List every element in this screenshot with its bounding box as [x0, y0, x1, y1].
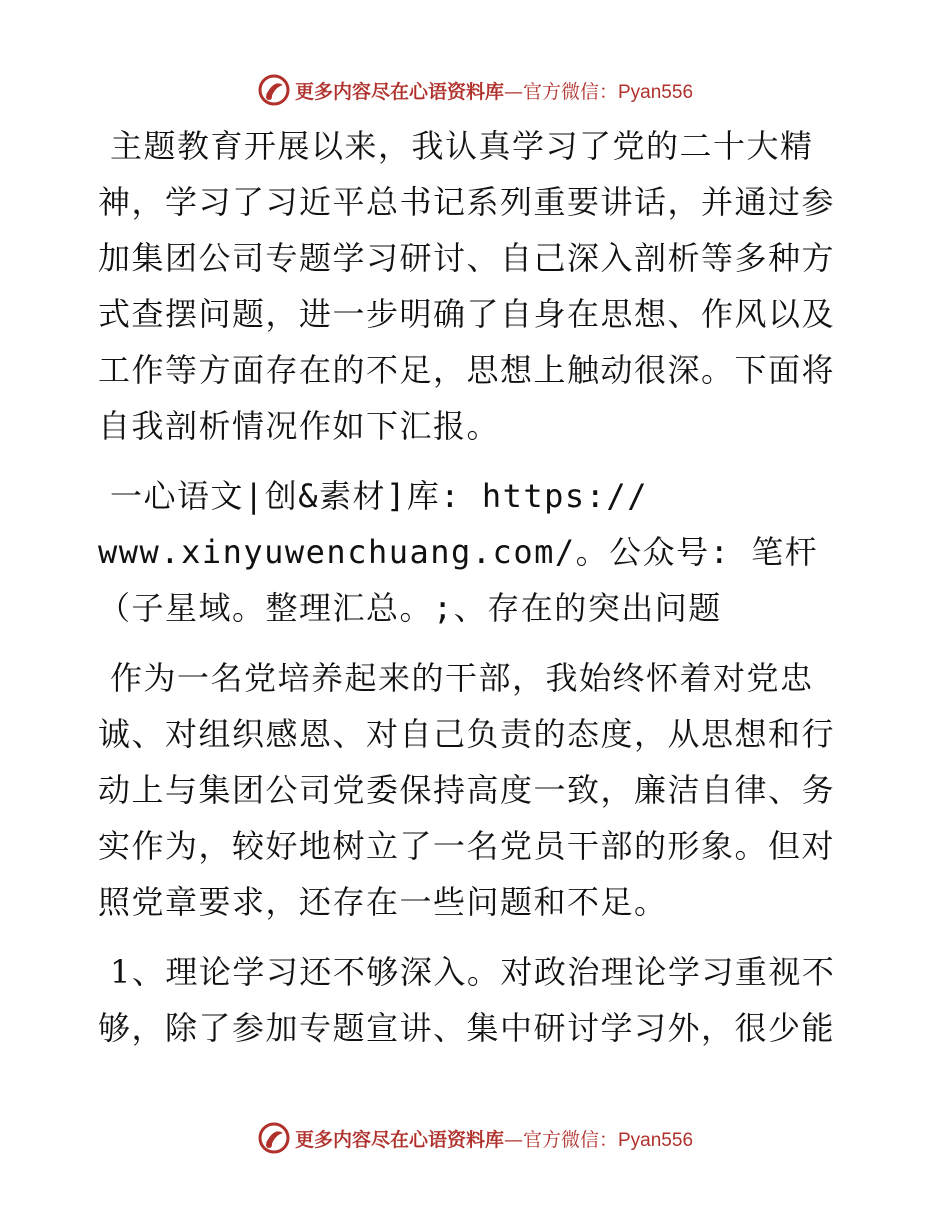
- watermark-wechat-id: Pyan556: [618, 81, 694, 103]
- watermark-dash: —: [503, 1128, 523, 1151]
- watermark-wechat-id: Pyan556: [618, 1129, 694, 1151]
- watermark-brand: 更多内容尽在心语资料库: [294, 1128, 504, 1151]
- top-watermark-banner: [0, 70, 950, 110]
- paragraph-source-note: 一心语文|创&素材]库: https:// www.xinyuwenchuang.com/。公众号: 笔杆（子星域。整理汇总。;、存在的突出问题: [98, 477, 819, 627]
- document-body: [98, 118, 858, 1070]
- watermark-brand: 更多内容尽在心语资料库: [294, 80, 504, 103]
- paragraph-item-1: 1、理论学习还不够深入。对政治理论学习重视不够，除了参加专题宣讲、集中研讨学习外，很少能: [98, 953, 836, 1047]
- watermark-text: [295, 77, 693, 104]
- brand-logo-icon: [257, 1121, 291, 1155]
- paragraph-intro: 主题教育开展以来，我认真学习了党的二十大精神，学习了习近平总书记系列重要讲话，并通过参加集团公司专题学习研讨、自己深入剖析等多种方式查摆问题，进一步明确了自身在思想、作风以及工作等方面存在的不足，思想上触动很深。下面将自我剖析情况作如下汇报。: [98, 127, 836, 445]
- paragraph-overview: 作为一名党培养起来的干部，我始终怀着对党忠诚、对组织感恩、对自己负责的态度，从思想和行动上与集团公司党委保持高度一致，廉洁自律、务实作为，较好地树立了一名党员干部的形象。但对照党章要求，还存在一些问题和不足。: [98, 659, 836, 921]
- bottom-watermark-banner: [0, 1118, 950, 1158]
- watermark-text: [295, 1125, 693, 1152]
- watermark-dash: —: [503, 80, 523, 103]
- watermark-wechat-label: 官方微信：: [522, 1128, 618, 1151]
- brand-logo-icon: [257, 73, 291, 107]
- watermark-wechat-label: 官方微信：: [522, 80, 618, 103]
